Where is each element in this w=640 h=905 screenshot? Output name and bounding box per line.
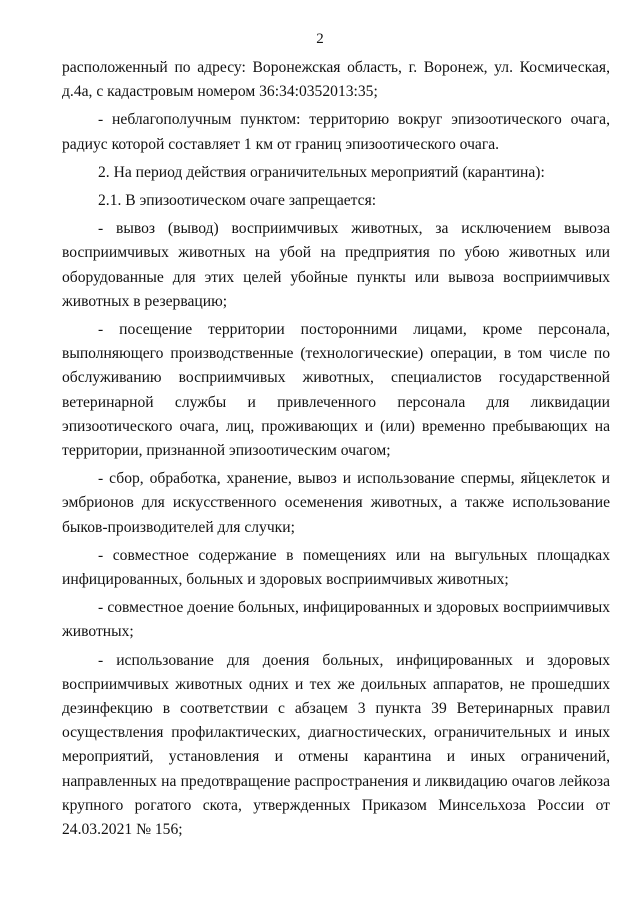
page-number: 2 xyxy=(316,31,324,47)
document-body xyxy=(62,56,610,846)
list-item-animal-removal: - вывоз (вывод) восприимчивых животных, за исключением вывоза восприимчивых животных на убой на предприятия по убою животных или оборудованные для этих целей убойные пункты или вывоза восприимчивых животных в резервацию; xyxy=(62,220,610,310)
list-item-semen-collection: - сбор, обработка, хранение, вывоз и использование спермы, яйцеклеток и эмбрионов для искусственного осеменения животных, а также использование быков-производителей для случки; xyxy=(62,470,610,536)
paragraph-unfavorable-point: - неблагополучным пунктом: территорию вокруг эпизоотического очага, радиус которой составляет 1 км от границ эпизоотического очага. xyxy=(62,111,610,153)
list-item-joint-keeping: - совместное содержание в помещениях или на выгульных площадках инфицированных, больных и здоровых восприимчивых животных; xyxy=(62,546,610,589)
list-item-milking-machines: - использование для доения больных, инфицированных и здоровых восприимчивых животных одних и тех же доильных аппаратов, не прошедших дезинфекцию в соответствии с абзацем 3 пункта 39 Ветеринарных правил осуществления профилактических, диагностических, ограничительных и иных мероприятий, установления и отмены карантина и иных ограничений, направленных на предотвращение распространения и ликвидацию очагов лейкоза крупного рогатого скота, утвержденных Приказом Минсельхоза России от 24.03.2021 № 156; xyxy=(62,651,610,839)
paragraph-address-continuation: расположенный по адресу: Воронежская область, г. Воронеж, ул. Космическая, д.4а, с кадастровым номером 36:34:0352013:35; xyxy=(62,59,610,101)
paragraph-section-2-1-heading: 2.1. В эпизоотическом очаге запрещается: xyxy=(98,192,377,210)
paragraph-section-2-heading: 2. На период действия ограничительных мероприятий (карантина): xyxy=(98,163,545,181)
list-item-territory-visits: - посещение территории посторонними лицами, кроме персонала, выполняющего производственные (технологические) операции, в том числе по обслуживанию восприимчивых животных, специалистов государственной ветеринарной службы и привлеченного персонала для ликвидации эпизоотического очага, лиц, проживающих и (или) временно пребывающих на территории, признанной эпизоотическим очагом; xyxy=(62,321,610,460)
list-item-joint-milking: - совместное доение больных, инфицированных и здоровых восприимчивых животных; xyxy=(62,599,610,641)
